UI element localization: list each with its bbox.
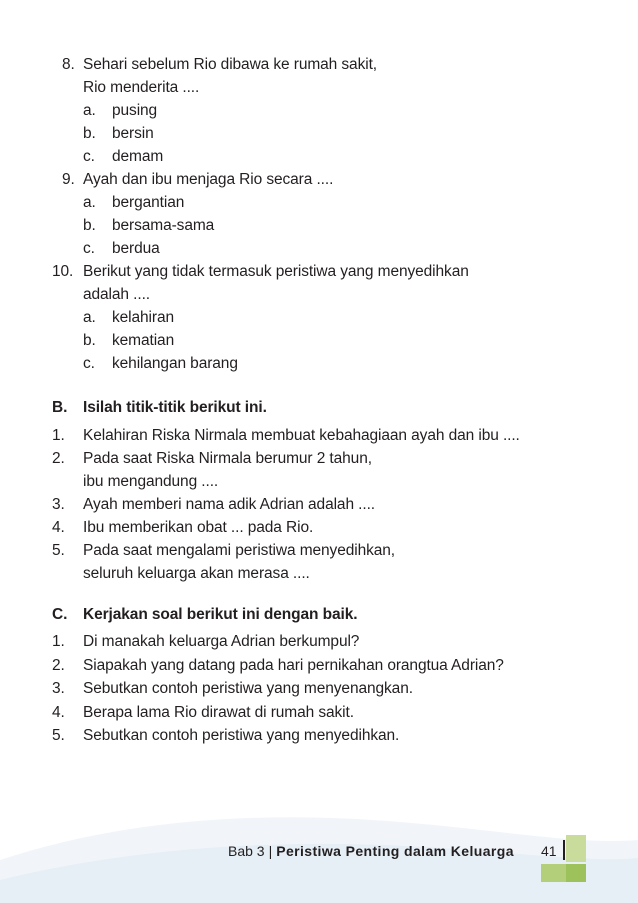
option-letter: c. bbox=[83, 355, 95, 372]
essay-number: 3. bbox=[52, 680, 65, 697]
question-text: adalah .... bbox=[83, 286, 150, 303]
answer-option: pusing bbox=[112, 102, 158, 119]
question-number: 8. bbox=[62, 56, 75, 73]
option-letter: a. bbox=[83, 102, 96, 119]
page-corner-decoration bbox=[566, 864, 586, 882]
question-text: Berikut yang tidak termasuk peristiwa yang menyedihkan bbox=[83, 263, 469, 280]
essay-number: 1. bbox=[52, 633, 65, 650]
footer-chapter: Bab 3 bbox=[228, 843, 265, 859]
section-b-label: B. bbox=[52, 399, 68, 416]
question-number: 9. bbox=[62, 171, 75, 188]
essay-question: Siapakah yang datang pada hari pernikahan orangtua Adrian? bbox=[83, 656, 504, 674]
page-number-divider bbox=[563, 840, 565, 860]
option-letter: b. bbox=[83, 332, 96, 349]
footer-running-head bbox=[228, 842, 514, 860]
footer-chapter-title: Peristiwa Penting dalam Keluarga bbox=[276, 843, 514, 859]
answer-option: bersama-sama bbox=[112, 217, 215, 234]
section-c-label: C. bbox=[52, 606, 68, 623]
option-letter: b. bbox=[83, 217, 96, 234]
option-letter: c. bbox=[83, 240, 95, 257]
fill-in-text: Ibu memberikan obat ... pada Rio. bbox=[83, 519, 314, 536]
fill-in-text: Pada saat mengalami peristiwa menyedihkan, bbox=[83, 542, 395, 559]
section-b-heading: Isilah titik-titik berikut ini. bbox=[83, 399, 267, 416]
page-number: 41 bbox=[541, 843, 557, 859]
answer-option: bergantian bbox=[112, 194, 185, 211]
essay-question: Di manakah keluarga Adrian berkumpul? bbox=[83, 633, 360, 650]
answer-option: kehilangan barang bbox=[112, 355, 238, 372]
answer-option: demam bbox=[112, 148, 164, 165]
answer-option: berdua bbox=[112, 240, 160, 257]
footer-separator: | bbox=[268, 843, 273, 859]
section-c-heading: Kerjakan soal berikut ini dengan baik. bbox=[83, 606, 358, 623]
question-text: Ayah dan ibu menjaga Rio secara .... bbox=[83, 171, 334, 188]
essay-number: 5. bbox=[52, 727, 65, 744]
fill-in-number: 2. bbox=[52, 450, 65, 467]
essay-question: Sebutkan contoh peristiwa yang menyedihkan. bbox=[83, 727, 400, 744]
fill-in-text: Ayah memberi nama adik Adrian adalah .... bbox=[83, 496, 376, 513]
fill-in-number: 3. bbox=[52, 496, 65, 513]
page-corner-decoration bbox=[566, 835, 586, 862]
option-letter: a. bbox=[83, 309, 96, 326]
page-corner-decoration bbox=[541, 864, 566, 882]
essay-number: 2. bbox=[52, 656, 65, 674]
answer-option: kelahiran bbox=[112, 309, 175, 326]
fill-in-text: Pada saat Riska Nirmala berumur 2 tahun, bbox=[83, 450, 372, 467]
essay-question: Sebutkan contoh peristiwa yang menyenangkan. bbox=[83, 680, 413, 697]
question-text: Sehari sebelum Rio dibawa ke rumah sakit, bbox=[83, 56, 377, 73]
fill-in-text: ibu mengandung .... bbox=[83, 473, 219, 490]
fill-in-text: seluruh keluarga akan merasa .... bbox=[83, 565, 310, 582]
fill-in-text: Kelahiran Riska Nirmala membuat kebahagiaan ayah dan ibu .... bbox=[83, 427, 520, 444]
answer-option: bersin bbox=[112, 125, 154, 142]
question-number: 10. bbox=[52, 263, 74, 280]
fill-in-number: 1. bbox=[52, 427, 65, 444]
question-text: Rio menderita .... bbox=[83, 79, 200, 96]
fill-in-number: 5. bbox=[52, 542, 65, 559]
option-letter: b. bbox=[83, 125, 96, 142]
option-letter: a. bbox=[83, 194, 96, 211]
essay-number: 4. bbox=[52, 703, 65, 721]
option-letter: c. bbox=[83, 148, 95, 165]
essay-question: Berapa lama Rio dirawat di rumah sakit. bbox=[83, 703, 354, 721]
fill-in-number: 4. bbox=[52, 519, 65, 536]
answer-option: kematian bbox=[112, 332, 175, 349]
